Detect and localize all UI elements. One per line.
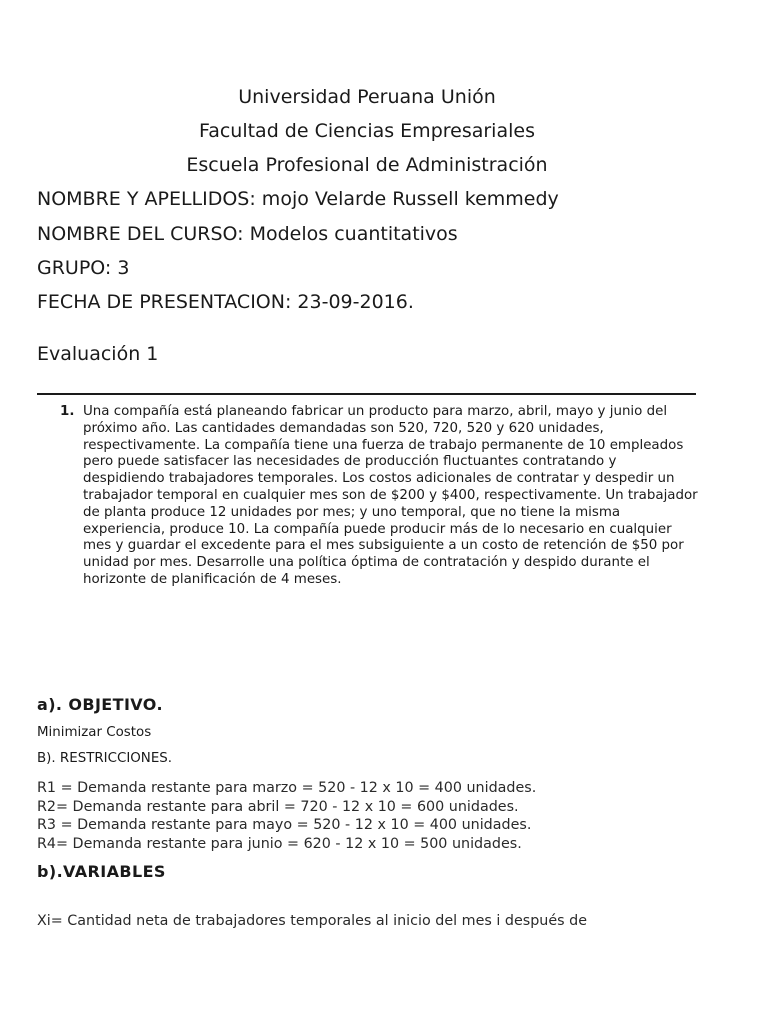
school-title: Escuela Profesional de Administración [186, 154, 548, 176]
presentation-date-line: FECHA DE PRESENTACION: 23-09-2016. [37, 291, 414, 313]
faculty-title: Facultad de Ciencias Empresariales [199, 120, 535, 142]
restriction-item: R4= Demanda restante para junio = 620 - 12 x 10 = 500 unidades. [37, 835, 522, 852]
group-line: GRUPO: 3 [37, 257, 130, 279]
variables-heading: b).VARIABLES [37, 862, 166, 881]
horizontal-divider [37, 393, 696, 395]
problem-text: Una compañía está planeando fabricar un producto para marzo, abril, mayo y junio del próximo año. Las cantidades demandadas son 520, 720, 520 y 620 unidades, respectivamente. La compañía tiene una fuerza de trabajo permanente de 10 empleados pero puede satisfacer las necesidades de producción fluctuantes contratando y despidiendo trabajadores temporales. Los costos adicionales de contratar y despedir un trabajador temporal en cualquier mes son de $200 y $400, respectivamente. Un trabajador de planta produce 12 unidades por mes; y uno temporal, que no tiene la misma experiencia, produce 10. La compañía puede producir más de lo necesario en cualquier mes y guardar el excedente para el mes subsiguiente a un costo de retención de $50 por unidad por mes. Desarrolle una política óptima de contratación y despido durante el horizonte de planificación de 4 meses. [83, 404, 698, 587]
restriction-item: R3 = Demanda restante para mayo = 520 - 12 x 10 = 400 unidades. [37, 817, 532, 834]
restrictions-heading: B). RESTRICCIONES. [37, 751, 173, 766]
student-name-line: NOMBRE Y APELLIDOS: mojo Velarde Russell kemmedy [37, 188, 559, 210]
problem-number: 1. [60, 404, 75, 419]
restriction-item: R1 = Demanda restante para marzo = 520 - 12 x 10 = 400 unidades. [37, 780, 537, 796]
objective-heading: a). OBJETIVO. [37, 695, 163, 714]
restrictions-list [37, 779, 536, 853]
university-title: Universidad Peruana Unión [238, 86, 496, 108]
evaluation-title: Evaluación 1 [37, 343, 159, 365]
course-name-line: NOMBRE DEL CURSO: Modelos cuantitativos [37, 223, 458, 245]
problem-statement [60, 404, 700, 589]
variables-text: Xi= Cantidad neta de trabajadores temporales al inicio del mes i después de [37, 913, 587, 929]
objective-text: Minimizar Costos [37, 725, 152, 740]
restriction-item: R2= Demanda restante para abril = 720 - 12 x 10 = 600 unidades. [37, 798, 519, 815]
